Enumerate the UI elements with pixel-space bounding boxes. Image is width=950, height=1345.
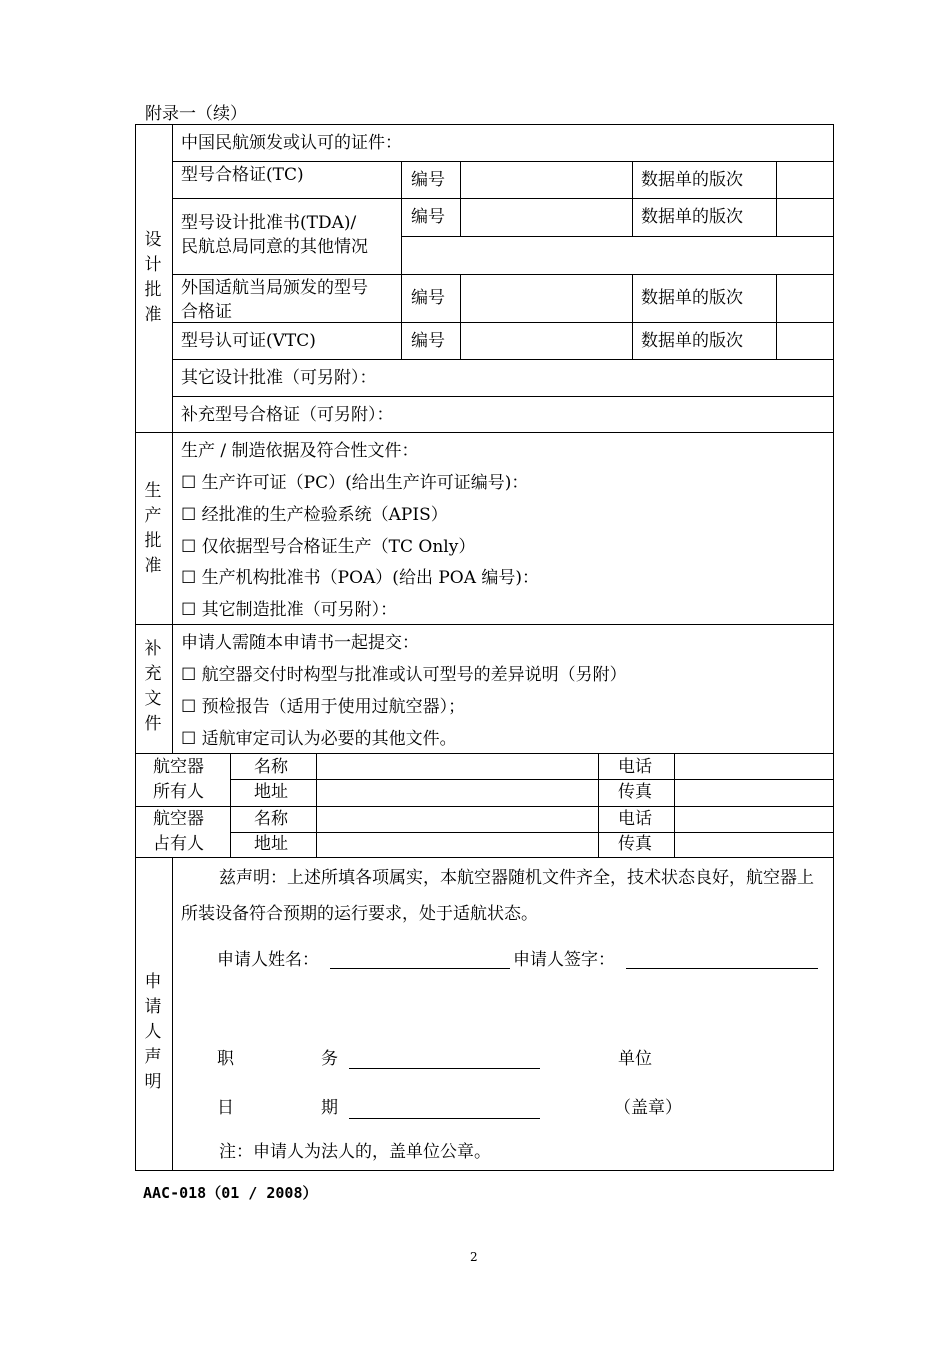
form-code: AAC-018（01 / 2008） bbox=[143, 1184, 318, 1202]
seal-label: （盖章） bbox=[614, 1098, 682, 1118]
owner-phone-field[interactable] bbox=[675, 754, 832, 778]
option-label: 生产许可证（PC）(给出生产许可证编号)： bbox=[201, 473, 529, 493]
option-label: 适航审定司认为必要的其他文件。 bbox=[201, 729, 457, 749]
production-option-poa[interactable] bbox=[181, 567, 539, 589]
applicant-name-line[interactable] bbox=[330, 968, 510, 969]
vtc-datasheet-field[interactable] bbox=[777, 323, 832, 358]
supplement-side-label: 补 充 文 件 bbox=[144, 639, 162, 734]
checkbox-icon[interactable]: ☐ bbox=[181, 537, 197, 557]
number-label: 编号 bbox=[411, 170, 445, 190]
datasheet-label: 数据单的版次 bbox=[641, 207, 743, 227]
applicant-name-label: 申请人姓名： bbox=[217, 950, 319, 970]
checkbox-icon[interactable]: ☐ bbox=[181, 505, 197, 525]
form-border-bottom bbox=[135, 1170, 834, 1171]
form-border-top bbox=[135, 124, 834, 125]
page-heading: 附录一（续） bbox=[145, 104, 247, 124]
declaration-statement: 兹声明：上述所填各项属实，本航空器随机文件齐全，技术状态良好，航空器上所装设备符合预期的运行要求，处于适航状态。 bbox=[181, 868, 814, 924]
design-line bbox=[172, 396, 834, 397]
date-label-a: 日 bbox=[217, 1098, 234, 1118]
tc-datasheet-field[interactable] bbox=[777, 162, 832, 197]
design-other-label: 其它设计批准（可另附）： bbox=[181, 368, 377, 388]
operator-label-2: 占有人 bbox=[153, 834, 204, 854]
operator-address-field[interactable] bbox=[317, 833, 597, 856]
foreign-datasheet-field[interactable] bbox=[777, 275, 832, 321]
production-option-apis[interactable] bbox=[181, 504, 448, 526]
number-label: 编号 bbox=[411, 288, 445, 308]
owner-label-1: 航空器 bbox=[153, 757, 204, 777]
checkbox-icon[interactable]: ☐ bbox=[181, 473, 197, 493]
option-label: 其它制造批准（可另附）： bbox=[201, 600, 398, 620]
datasheet-label: 数据单的版次 bbox=[641, 170, 743, 190]
tda-other-field[interactable] bbox=[402, 237, 832, 273]
unit-label: 单位 bbox=[618, 1049, 652, 1069]
datasheet-label: 数据单的版次 bbox=[641, 288, 743, 308]
design-side-label: 设 计 批 准 bbox=[144, 230, 162, 325]
operator-name-field[interactable] bbox=[317, 807, 597, 831]
supplement-option-other[interactable] bbox=[181, 728, 457, 750]
checkbox-icon[interactable]: ☐ bbox=[181, 568, 197, 588]
tc-number-field[interactable] bbox=[461, 162, 631, 197]
option-label: 预检报告（适用于使用过航空器）； bbox=[201, 697, 466, 717]
page-number: 2 bbox=[470, 1250, 478, 1264]
checkbox-icon[interactable]: ☐ bbox=[181, 729, 197, 749]
date-label-b: 期 bbox=[321, 1098, 338, 1118]
supplement-option-preinspection[interactable] bbox=[181, 696, 465, 718]
side-column-divider-declaration bbox=[172, 857, 173, 1170]
option-label: 仅依据型号合格证生产（TC Only） bbox=[201, 537, 476, 557]
separator-production-supplement bbox=[135, 624, 834, 625]
option-label: 生产机构批准书（POA）(给出 POA 编号)： bbox=[201, 568, 540, 588]
owner-fax-field[interactable] bbox=[675, 780, 832, 805]
operator-name-label: 名称 bbox=[254, 809, 288, 829]
owner-vline bbox=[230, 753, 231, 858]
operator-fax-label: 传真 bbox=[618, 834, 652, 854]
owner-fax-label: 传真 bbox=[618, 782, 652, 802]
vtc-number-field[interactable] bbox=[461, 323, 631, 358]
form-border-right bbox=[833, 124, 834, 1171]
supplement-option-config[interactable] bbox=[181, 664, 627, 686]
separator-design-production bbox=[135, 432, 834, 433]
tda-datasheet-field[interactable] bbox=[777, 199, 832, 235]
operator-phone-field[interactable] bbox=[675, 807, 832, 831]
owner-address-field[interactable] bbox=[317, 780, 597, 805]
design-intro: 中国民航颁发或认可的证件： bbox=[181, 133, 402, 153]
design-vline bbox=[632, 274, 633, 359]
operator-label-1: 航空器 bbox=[153, 809, 204, 829]
production-option-tc-only[interactable] bbox=[181, 536, 475, 558]
datasheet-label: 数据单的版次 bbox=[641, 331, 743, 351]
checkbox-icon[interactable]: ☐ bbox=[181, 665, 197, 685]
owner-address-label: 地址 bbox=[254, 782, 288, 802]
design-vline bbox=[632, 198, 633, 236]
option-label: 航空器交付时构型与批准或认可型号的差异说明（另附） bbox=[201, 665, 627, 685]
operator-phone-label: 电话 bbox=[618, 809, 652, 829]
applicant-signature-label: 申请人签字： bbox=[513, 950, 615, 970]
design-stc-label: 补充型号合格证（可另附）： bbox=[181, 405, 394, 425]
declaration-side-label: 申 请 人 声 明 bbox=[144, 972, 162, 1092]
applicant-signature-line[interactable] bbox=[626, 968, 818, 969]
production-option-other[interactable] bbox=[181, 599, 397, 621]
owner-name-field[interactable] bbox=[317, 754, 597, 778]
supplement-intro: 申请人需随本申请书一起提交： bbox=[181, 633, 419, 653]
owner-label-2: 所有人 bbox=[153, 782, 204, 802]
operator-fax-field[interactable] bbox=[675, 833, 832, 856]
production-option-pc[interactable] bbox=[181, 472, 528, 494]
design-row-foreign-label-1: 外国适航当局颁发的型号 bbox=[181, 278, 368, 298]
operator-address-label: 地址 bbox=[254, 834, 288, 854]
number-label: 编号 bbox=[411, 331, 445, 351]
checkbox-icon[interactable]: ☐ bbox=[181, 697, 197, 717]
production-side-label: 生 产 批 准 bbox=[144, 481, 162, 576]
design-line bbox=[172, 359, 834, 360]
design-row-vtc-label: 型号认可证(VTC) bbox=[181, 331, 316, 351]
owner-vline bbox=[598, 753, 599, 858]
number-label: 编号 bbox=[411, 207, 445, 227]
production-intro: 生产 / 制造依据及符合性文件： bbox=[181, 441, 419, 461]
design-row-tc-label: 型号合格证(TC) bbox=[181, 165, 304, 185]
declaration-note: 注：申请人为法人的，盖单位公章。 bbox=[219, 1142, 491, 1162]
application-form bbox=[135, 124, 834, 1171]
design-row-foreign-label-2: 合格证 bbox=[181, 302, 232, 322]
date-line[interactable] bbox=[349, 1118, 540, 1119]
option-label: 经批准的生产检验系统（APIS） bbox=[201, 505, 448, 525]
tda-number-field[interactable] bbox=[461, 199, 631, 235]
title-label-a: 职 bbox=[217, 1049, 234, 1069]
foreign-number-field[interactable] bbox=[461, 275, 631, 321]
separator-operator-declaration bbox=[135, 857, 834, 858]
design-row-tda-label-2: 民航总局同意的其他情况 bbox=[181, 237, 368, 257]
owner-phone-label: 电话 bbox=[618, 757, 652, 777]
title-line[interactable] bbox=[349, 1068, 540, 1069]
checkbox-icon[interactable]: ☐ bbox=[181, 600, 197, 620]
title-label-b: 务 bbox=[321, 1049, 338, 1069]
side-column-divider bbox=[172, 124, 173, 753]
design-vline bbox=[632, 161, 633, 199]
owner-name-label: 名称 bbox=[254, 757, 288, 777]
design-row-tda-label-1: 型号设计批准书(TDA)/ bbox=[181, 213, 357, 233]
